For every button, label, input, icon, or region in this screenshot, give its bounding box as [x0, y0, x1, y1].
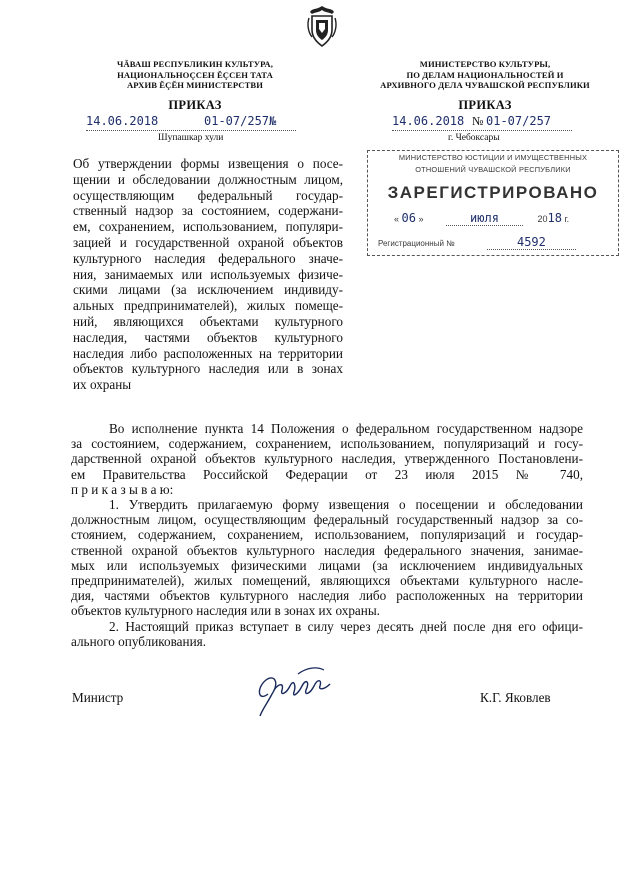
header-right-date-number — [392, 114, 572, 131]
body-line: предпринимателей), жилых помещений, являющихся объектами культурного насле- — [71, 573, 583, 589]
stamp-org-line: ОТНОШЕНИЙ ЧУВАШСКОЙ РЕСПУБЛИКИ — [415, 164, 571, 174]
stamp-quote-close: » — [418, 214, 424, 224]
body-line: п р и к а з ы в а ю: — [71, 481, 174, 497]
title-line: ем, сохранением, использованием, популяри- — [73, 219, 343, 235]
header-left — [90, 59, 300, 91]
title-line: скими лицами (за исключением индивиду- — [73, 282, 343, 298]
order-title — [73, 156, 343, 393]
body-line: 1. Утвердить прилагаемую форму извещения о посещении и обследовании — [109, 497, 583, 513]
stamp-reg-label: Регистрационный № — [378, 239, 455, 248]
stamp-reg-number — [378, 235, 608, 249]
body-line: дия, частями объектов культурного наследия либо расположенных на территории — [71, 588, 583, 604]
title-line: наследия либо расположенных на территории — [73, 345, 343, 361]
stamp-date — [394, 211, 604, 225]
title-line: Об утверждении формы извещения о посе- — [73, 156, 343, 171]
title-line: зацией и государственной охраной объектов — [73, 234, 343, 250]
header-left-doc-type: ПРИКАЗ — [168, 98, 222, 112]
header-right-doc-type: ПРИКАЗ — [458, 98, 512, 112]
title-line: альных предпринимателей), жилых помеще- — [73, 298, 343, 314]
header-left-date: 14.06.2018 — [86, 114, 159, 128]
stamp-registered-label: ЗАРЕГИСТРИРОВАНО — [387, 183, 599, 202]
header-right-line: МИНИСТЕРСТВО КУЛЬТУРЫ, — [419, 59, 551, 69]
body-line: ственной охраной объектов культурного наследия федерального значения, занимае- — [71, 542, 583, 558]
stamp-month: июля — [446, 211, 523, 226]
registration-stamp — [367, 150, 619, 256]
body-line: объектов культурного наследия или в зонах их охраны. — [71, 603, 380, 619]
coat-of-arms-emblem — [306, 4, 338, 48]
header-left-line: ЧĂВАШ РЕСПУБЛИКИН КУЛЬТУРА, — [117, 59, 273, 69]
header-left-city: Шупашкар хули — [158, 133, 224, 143]
body-line: 2. Настоящий приказ вступает в силу через десять дней после дня его офици- — [109, 618, 583, 634]
body-line: ального опубликования. — [71, 633, 206, 649]
header-right-number-sign: № — [472, 114, 484, 128]
header-right-number: 01-07/257 — [486, 114, 552, 128]
title-line: объектов культурного наследия или в зонах — [73, 361, 343, 377]
header-right-line: ПО ДЕЛАМ НАЦИОНАЛЬНОСТЕЙ И — [406, 69, 564, 80]
body-line: ем Правительства Российской Федерации от 23 июля 2015 № 740, — [71, 466, 583, 482]
body-line: стоянием, содержанием, сохранением, использованием, популяризаций и государ- — [71, 527, 583, 543]
signature-name: К.Г. Яковлев — [480, 690, 551, 705]
title-line: щении и обследовании должностным лицом, — [73, 171, 343, 187]
order-body — [71, 421, 583, 649]
title-line: ственный надзор за состоянием, содержани- — [73, 203, 343, 219]
stamp-org-line: МИНИСТЕРСТВО ЮСТИЦИИ И ИМУЩЕСТВЕННЫХ — [398, 153, 588, 162]
header-left-date-number — [86, 114, 296, 131]
handwritten-signature-image — [250, 660, 340, 720]
header-right-date: 14.06.2018 — [392, 114, 465, 128]
body-line: за состоянием, содержанием, сохранением, использованием, популяризаций и госу- — [71, 436, 583, 452]
stamp-year-prefix: 20 — [537, 214, 548, 224]
stamp-quote-open: « — [394, 214, 400, 224]
body-line: должностным лицом, осуществляющим федеральный государственный надзор за со- — [71, 512, 583, 528]
header-left-line: АРХИВ ĔÇĔН МИНИСТЕРСТВИ — [126, 80, 264, 90]
header-left-number: 01-07/257№ — [204, 114, 277, 128]
stamp-year-suffix-tail: г. — [564, 214, 570, 224]
body-line: дарственной охраной объектов культурного наследия, утвержденного Постановлени- — [71, 451, 583, 467]
title-line: ния, занимаемых или используемых физиче- — [73, 266, 343, 282]
header-left-line: НАЦИОНАЛЬНОÇСЕН ĔÇСЕН ТАТА — [117, 69, 273, 80]
body-line: Во исполнение пункта 14 Положения о федеральном государственном надзоре — [109, 421, 583, 436]
header-right-line: АРХИВНОГО ДЕЛА ЧУВАШСКОЙ РЕСПУБЛИКИ — [380, 80, 590, 90]
stamp-year-suffix: 18 — [547, 211, 562, 225]
title-line: наследия, частями объектов культурного — [73, 329, 343, 345]
stamp-reg-value: 4592 — [487, 235, 576, 250]
title-line: их охраны — [73, 377, 132, 393]
body-line: мых или используемых физическими лицами (за исключением индивидуальных — [71, 557, 583, 573]
stamp-day: 06 — [401, 211, 416, 225]
header-right — [380, 59, 590, 91]
header-right-city: г. Чебоксары — [448, 133, 500, 143]
signature-position: Министр — [72, 690, 124, 705]
title-line: ний, являющихся объектами культурного — [73, 313, 343, 329]
title-line: осуществляющим федеральный государ- — [73, 187, 343, 203]
title-line: культурного наследия федерального значе- — [73, 250, 343, 266]
